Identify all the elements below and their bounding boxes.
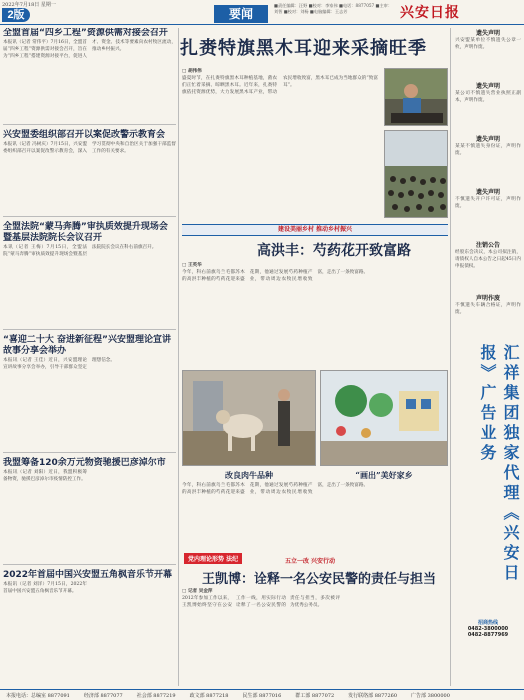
article-headline: 全盟法院“蒙马奔腾”审执质效提升现场会暨基层法院院长会议召开: [3, 222, 168, 243]
classifieds-column: [452, 24, 524, 700]
divider: [3, 452, 176, 453]
notice-item: [455, 81, 521, 126]
ad-contact: [458, 619, 518, 638]
photo-cattle: [182, 370, 316, 466]
notice-body: 不慎遗失开户许可证，声明作废。: [455, 197, 521, 209]
footer-item: 政文部 8877218: [189, 693, 229, 699]
article-body: 今年，科右前旗乌兰毛都苏木的高洪丰种植的芍药花迎来盛花期，他通过发展芍药种植产业，带动周边农牧民增收致富，走出了一条致富路。: [182, 483, 369, 495]
byline: □ 胡伟伟: [182, 69, 202, 74]
column-divider: [450, 28, 451, 686]
divider: [3, 124, 176, 125]
article-headline: “喜迎二十大 奋进新征程”兴安盟理论宣讲故事分享会举办: [3, 335, 171, 356]
article-body: 本报讯（记者 冯树庆）7月15日，兴安盟委组织部召开以案促改警示教育会，深入学习贯彻中央和自治区关于加强干部监督工作的有关要求。: [3, 142, 176, 154]
contact-phone: 0482-3800000: [467, 626, 509, 632]
article-body: 本讯（记者 王梅）7月15日，全盟法院“蒙马奔腾”审执质效提升现场会暨基层法院院长会议在科右前旗召开。: [3, 245, 157, 257]
article-headline: 我盟筹备120余万元物资驰援巴彦淖尔市: [3, 458, 166, 468]
masthead-logo: 兴安日报: [400, 5, 460, 21]
article-3-title: 王凯博：诠释一名公安民警的责任与担当: [201, 572, 436, 587]
left-article-6: [3, 570, 176, 641]
photo-caption-1: 改良肉牛品种: [225, 470, 273, 480]
photo-farmer: [384, 68, 448, 126]
article-body: 本报讯（记者 刘阳）近日，我盟积极筹备物资，驰援巴彦淖尔市疫情防控工作。: [3, 470, 87, 482]
left-article-3: [3, 222, 176, 324]
notice-body: 兴安盟某单位不慎遗失公章一枚，声明作废。: [455, 38, 521, 50]
article-headline: 全盟首届“四乡工程”资源供需对接会召开: [3, 28, 168, 38]
notice-title: 注销公告: [475, 242, 500, 249]
issue-date: 2022年7月18日 星期一: [2, 2, 56, 8]
article-body: 本报讯（记者 常伟平）7月16日，全盟首届“四乡工程”资源供需对接会召开，旨在为“四乡工程”搭建资源对接平台，促进人才、资金、技术等要素向农村牧区流动，推动乡村振兴。: [3, 40, 176, 59]
notices-list: [452, 24, 524, 338]
notice-item: [455, 187, 521, 232]
editor-credits: ■责任编辑：汪野 ■校对：李家伟 ■电话：8877057 ■主审：刘智 ■校对：刘杨 ■电脑编辑：王志芳: [274, 3, 393, 14]
photo-fungus-bags: [384, 130, 448, 218]
footer-item: 社会部 8877219: [136, 693, 176, 699]
article-3-kicker: 五立一改 兴安行动: [284, 558, 336, 565]
footer-item: 经济部 8877077: [83, 693, 123, 699]
main-article-1: [182, 68, 378, 218]
footer-item: 广告部 3800000: [411, 693, 450, 699]
notice-body: 不慎遗失车辆合格证，声明作废。: [455, 303, 521, 315]
main-headline: 扎赉特旗黑木耳迎来采摘旺季: [180, 38, 427, 59]
photo-mural: [320, 370, 448, 466]
divider: [3, 564, 176, 565]
contact-label: 招商热线: [477, 620, 498, 626]
header-rule: [0, 24, 524, 25]
section-label: 要闻: [214, 5, 268, 23]
ad-vertical-text: 汇祥集团独家代理《兴安日报》广告业务: [478, 344, 520, 584]
byline: □ 记者 吴金萍: [182, 589, 213, 594]
main-article-2: [182, 262, 448, 366]
article-2-title: 高洪丰：芍药花开致富路: [257, 243, 411, 259]
article-headline: 兴安盟委组织部召开以案促改警示教育会: [3, 130, 166, 140]
divider: [3, 329, 176, 330]
article-body: 本报讯（记者 王佳）近日，兴安盟理论宣讲故事分享会举办，引导干部群众坚定理想信念。: [3, 358, 115, 370]
column-tag: 党内理论形势 法纪: [184, 553, 242, 564]
notice-body: 经股东会决议，本公司拟注销，请债权人自本公告之日起45日内申报债权。: [455, 250, 521, 269]
notice-body: 某公司不慎遗失营业执照正副本，声明作废。: [455, 91, 521, 103]
footer-item: 发行联络部 8877260: [348, 693, 398, 699]
notice-item: [455, 134, 521, 179]
footer-phone-directory: [0, 689, 524, 700]
byline: □ 王英华: [182, 263, 202, 268]
contact-phone: 0482-8877969: [467, 632, 509, 638]
column-divider: [178, 28, 179, 686]
footer-item: 本报电话：总编室 8877091: [6, 693, 70, 699]
article-body: 2012年参加工作以来，王凯博始终坚守在公安工作一线，用实际行动诠释了一名公安民警的责任与担当，多次被评为优秀公务员。: [182, 596, 340, 608]
footer-item: 民生部 8877016: [242, 693, 282, 699]
notice-item: [455, 240, 521, 285]
notice-title: 遗失声明: [475, 136, 500, 143]
left-article-5: [3, 458, 176, 559]
notice-title: 声明作废: [475, 295, 500, 302]
article-headline: 2022年首届中国兴安盟五角枫音乐节开幕: [3, 570, 173, 580]
article-body: 盛夏时节，在扎赉特旗黑木耳种植基地，菌农们正忙着采摘、晾晒黑木耳。近年来，扎赉特旗依托资源优势，大力发展黑木耳产业，带动农民增收致富，黑木耳已成为当地群众的“致富耳”。: [182, 76, 378, 95]
left-article-4: [3, 335, 176, 447]
main-article-3: [182, 588, 448, 686]
left-article-2: [3, 130, 176, 211]
section-banner: 建设美丽乡村 推动乡村振兴: [182, 224, 448, 236]
divider: [3, 216, 176, 217]
notice-body: 某某不慎遗失身份证，声明作废。: [455, 144, 521, 156]
notice-item: [455, 293, 521, 326]
footer-item: 群工部 8877072: [295, 693, 335, 699]
notice-title: 遗失声明: [475, 30, 500, 37]
notice-item: [455, 28, 521, 73]
notice-title: 遗失声明: [475, 83, 500, 90]
article-body: 本报讯（记者 刘洋）7月15日，2022年首届中国兴安盟五角枫音乐节开幕。: [3, 582, 87, 594]
page-number-badge: 2版: [2, 8, 30, 22]
article-2-continued: [182, 482, 448, 544]
left-article-1: [3, 28, 176, 119]
photo-caption-2: “画出”美好家乡: [355, 470, 413, 480]
article-body: 今年，科右前旗乌兰毛都苏木的高洪丰种植的芍药花迎来盛花期，他通过发展芍药种植产业，带动周边农牧民增收致富，走出了一条致富路。: [182, 270, 369, 282]
left-column: [3, 28, 176, 686]
notice-title: 遗失声明: [475, 189, 500, 196]
